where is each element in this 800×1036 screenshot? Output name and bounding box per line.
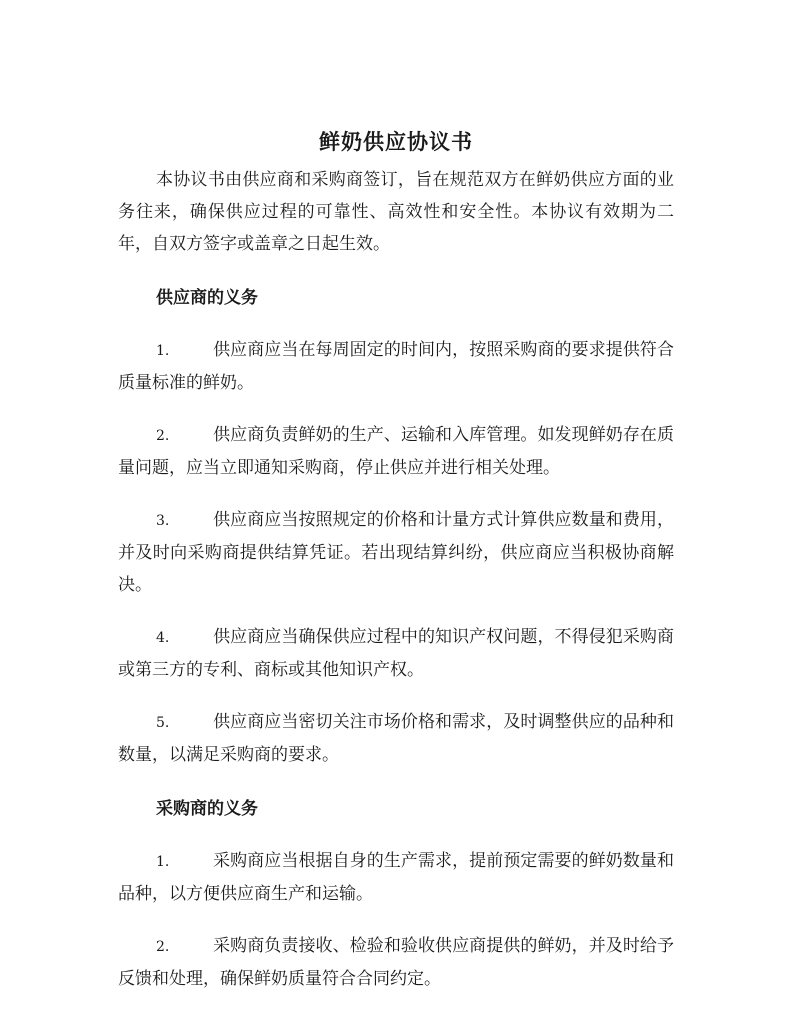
list-item bbox=[118, 504, 674, 601]
item-text: 供应商应当确保供应过程中的知识产权问题，不得侵犯采购商或第三方的专利、商标或其他知识产权。 bbox=[118, 627, 674, 680]
item-text: 供应商应当密切关注市场价格和需求，及时调整供应的品种和数量，以满足采购商的要求。 bbox=[118, 712, 674, 765]
item-text: 供应商负责鲜奶的生产、运输和入库管理。如发现鲜奶存在质量问题，应当立即通知采购商，停止供应并进行相关处理。 bbox=[118, 425, 674, 478]
list-item bbox=[118, 419, 674, 484]
list-item bbox=[118, 334, 674, 399]
item-text: 供应商应当按照规定的价格和计量方式计算供应数量和费用，并及时向采购商提供结算凭证。若出现结算纠纷，供应商应当积极协商解决。 bbox=[118, 510, 674, 595]
item-text: 采购商应当根据自身的生产需求，提前预定需要的鲜奶数量和品种，以方便供应商生产和运输。 bbox=[118, 851, 674, 904]
document-page bbox=[118, 128, 674, 1015]
list-item bbox=[118, 930, 674, 995]
section-supplier bbox=[118, 282, 674, 771]
section-heading: 采购商的义务 bbox=[156, 799, 258, 819]
item-text: 采购商负责接收、检验和验收供应商提供的鲜奶，并及时给予反馈和处理，确保鲜奶质量符合合同约定。 bbox=[118, 936, 674, 989]
item-number: 3. bbox=[156, 513, 170, 529]
intro-paragraph: 本协议书由供应商和采购商签订，旨在规范双方在鲜奶供应方面的业务往来，确保供应过程的可靠性、高效性和安全性。本协议有效期为二年，自双方签字或盖章之日起生效。 bbox=[118, 170, 674, 254]
item-number: 2. bbox=[156, 939, 170, 955]
item-number: 5. bbox=[156, 715, 170, 731]
document-title: 鲜奶供应协议书 bbox=[319, 129, 473, 154]
item-number: 1. bbox=[156, 854, 170, 870]
list-item bbox=[118, 845, 674, 910]
item-number: 1. bbox=[156, 343, 170, 359]
section-heading: 供应商的义务 bbox=[156, 288, 258, 308]
item-text: 供应商应当在每周固定的时间内，按照采购商的要求提供符合质量标准的鲜奶。 bbox=[118, 340, 674, 393]
item-number: 4. bbox=[156, 630, 170, 646]
list-item bbox=[118, 706, 674, 771]
item-number: 2. bbox=[156, 428, 170, 444]
section-buyer bbox=[118, 793, 674, 995]
list-item bbox=[118, 621, 674, 686]
